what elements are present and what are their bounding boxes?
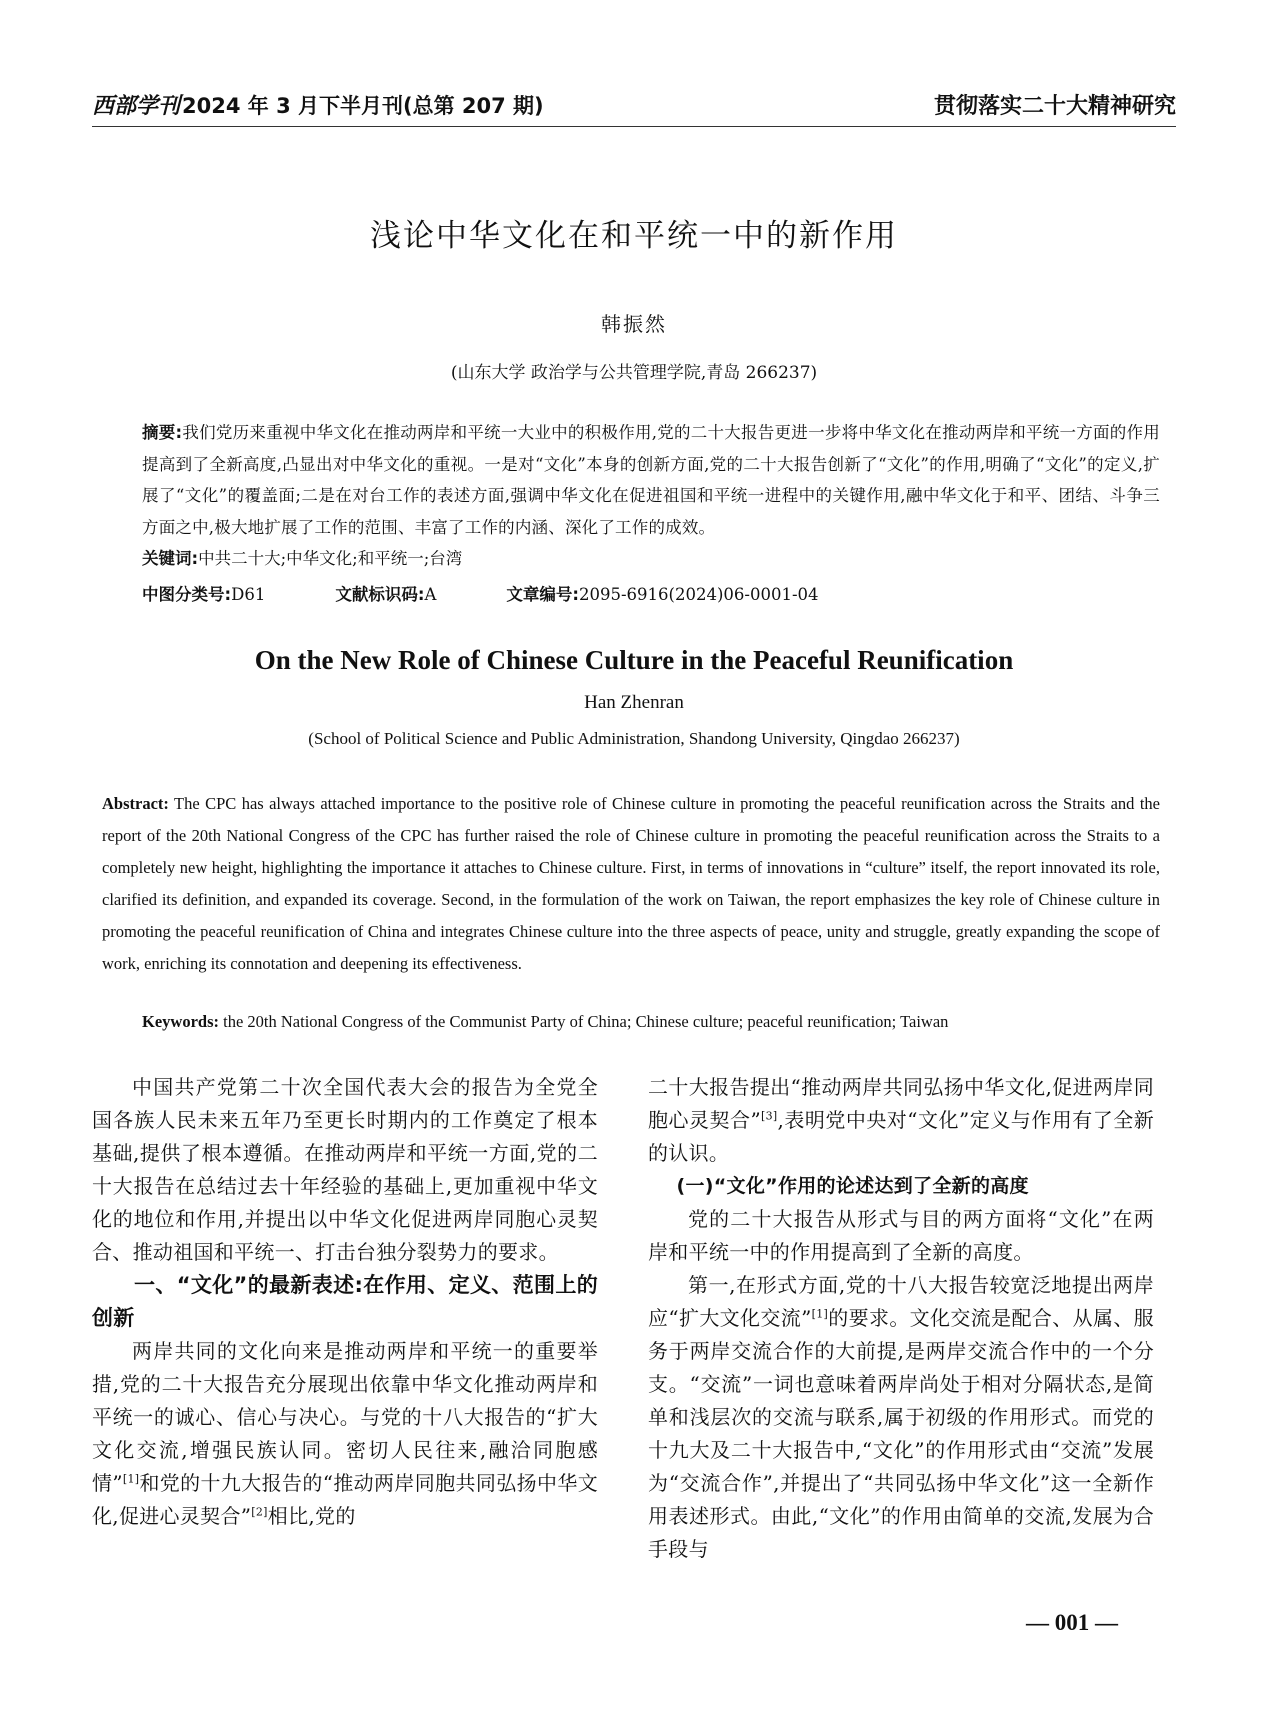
- abstract-zh-text: 我们党历来重视中华文化在推动两岸和平统一大业中的积极作用,党的二十大报告更进一步将中华文化在推动两岸和平统一方面的作用提高到了全新高度,凸显出对中华文化的重视。一是对“文化”本身的创新方面,党的二十大报告创新了“文化”的作用,明确了“文化”的定义,扩展了“文化”的覆盖面;二是在对台工作的表述方面,强调中华文化在促进祖国和平统一进程中的关键作用,融中华文化于和平、团结、斗争三方面之中,极大地扩展了工作的范围、丰富了工作的内涵、深化了工作的成效。: [142, 423, 1160, 537]
- keywords-zh: [142, 545, 1160, 569]
- body-text: 第一,在形式方面,党的十八大报告较宽泛地提出两岸应“扩大文化交流”: [648, 1273, 1154, 1330]
- body-text: ,表明党中央对“文化”定义与作用有了全新的认识。: [648, 1108, 1154, 1165]
- clc-label: 中图分类号:: [142, 585, 232, 604]
- affiliation-zh: (山东大学 政治学与公共管理学院,青岛 266237): [450, 363, 818, 383]
- clc-number: [142, 585, 265, 604]
- issue-info: 2024 年 3 月下半月刊(总第 207 期): [182, 93, 544, 118]
- body-paragraph-2: [92, 1335, 598, 1533]
- body-text: 二十大报告提出“推动两岸共同弘扬中华文化,促进两岸同胞心灵契合”: [648, 1075, 1154, 1132]
- subsection-heading-1: (一)“文化”作用的论述达到了全新的高度: [676, 1175, 1029, 1197]
- journal-issue: [92, 89, 544, 120]
- body-paragraph-continued: [648, 1071, 1154, 1170]
- article-value: 2095-6916(2024)06-0001-04: [578, 585, 819, 604]
- body-text: 相比,党的: [267, 1504, 356, 1528]
- body-column-right: [648, 1071, 1154, 1566]
- affiliation-en: (School of Political Science and Public Administration, Shandong University, Qingdao 266237): [308, 729, 960, 748]
- body-text: 和党的十九大报告的“推动两岸同胞共同弘扬中华文化,促进心灵契合”: [92, 1471, 598, 1528]
- article-number: [506, 585, 818, 604]
- abstract-en-label: Abstract:: [102, 794, 169, 813]
- article-label: 文章编号:: [506, 585, 579, 604]
- citation-ref: [2]: [251, 1505, 268, 1519]
- citation-ref: [1]: [122, 1472, 140, 1486]
- keywords-en: [142, 1012, 1160, 1032]
- doc-label: 文献标识码:: [335, 585, 425, 604]
- abstract-en-text: The CPC has always attached importance to the positive role of Chinese culture in promoting the peaceful reunification across the Straits and the report of the 20th National Congress of the CPC has further raised the role of Chinese culture in promoting the peaceful reunification across the Straits to a completely new height, highlighting the importance it attaches to Chinese culture. First, in terms of innovations in “culture” itself, the report innovated its role, clarified its definition, and expanded its coverage. Second, in the formulation of the work on Taiwan, the report emphasizes the key role of Chinese culture in promoting the peaceful reunification of China and integrates Chinese culture into the three aspects of peace, unity and struggle, greatly expanding the scope of work, enriching its connotation and deepening its effectiveness.: [102, 794, 1161, 973]
- body-paragraph-intro: 中国共产党第二十次全国代表大会的报告为全党全国各族人民未来五年乃至更长时期内的工作奠定了根本基础,提供了根本遵循。在推动两岸和平统一方面,党的二十大报告在总结过去十年经验的基础上,更加重视中华文化的地位和作用,并提出以中华文化促进两岸同胞心灵契合、推动祖国和平统一、打击台独分裂势力的要求。: [92, 1075, 598, 1264]
- clc-value: D61: [231, 585, 266, 604]
- keywords-zh-text: 中共二十大;中华文化;和平统一;台湾: [198, 549, 463, 568]
- keywords-en-label: Keywords:: [142, 1012, 219, 1031]
- body-text: 两岸共同的文化向来是推动两岸和平统一的重要举措,党的二十大报告充分展现出依靠中华文化推动两岸和平统一的诚心、信心与决心。与党的十八大报告的“扩大文化交流,增强民族认同。密切人民往来,融洽同胞感情”: [92, 1339, 598, 1495]
- running-header: [92, 86, 1176, 122]
- doc-value: A: [424, 585, 437, 604]
- abstract-zh: [142, 417, 1160, 543]
- keywords-en-text: the 20th National Congress of the Communist Party of China; Chinese culture; peaceful reunification; Taiwan: [223, 1012, 949, 1031]
- keywords-zh-label: 关键词:: [142, 549, 199, 568]
- body-paragraph-3: 党的二十大报告从形式与目的两方面将“文化”在两岸和平统一中的作用提高到了全新的高度。: [648, 1207, 1154, 1264]
- citation-ref: [3]: [761, 1109, 778, 1123]
- classification-line: [142, 581, 1160, 605]
- author-en: Han Zhenran: [584, 692, 684, 713]
- author-zh: 韩振然: [601, 312, 667, 336]
- section-heading-1: 一、“文化”的最新表述:在作用、定义、范围上的创新: [92, 1273, 598, 1330]
- abstract-en: [102, 788, 1160, 980]
- body-text: 的要求。文化交流是配合、从属、服务于两岸交流合作的大前提,是两岸交流合作中的一个分支。“交流”一词也意味着两岸尚处于相对分隔状态,是简单和浅层次的交流与联系,属于初级的作用形式。而党的十九大及二十大报告中,“文化”的作用形式由“交流”发展为“交流合作”,并提出了“共同弘扬中华文化”这一全新作用表述形式。由此,“文化”的作用由简单的交流,发展为合手段与: [648, 1306, 1154, 1561]
- header-rule: [92, 126, 1176, 127]
- paper-title-en: On the New Role of Chinese Culture in the Peaceful Reunification: [254, 645, 1014, 675]
- paper-title-zh: 浅论中华文化在和平统一中的新作用: [370, 218, 898, 254]
- abstract-zh-label: 摘要:: [142, 423, 183, 442]
- doc-code: [335, 585, 436, 604]
- journal-logo: 西部学刊: [92, 92, 181, 119]
- citation-ref: [1]: [811, 1307, 829, 1321]
- page-number: — 001 —: [1026, 1610, 1118, 1635]
- body-column-left: [92, 1071, 598, 1533]
- section-name: 贯彻落实二十大精神研究: [933, 93, 1176, 119]
- body-paragraph-4: [648, 1269, 1154, 1566]
